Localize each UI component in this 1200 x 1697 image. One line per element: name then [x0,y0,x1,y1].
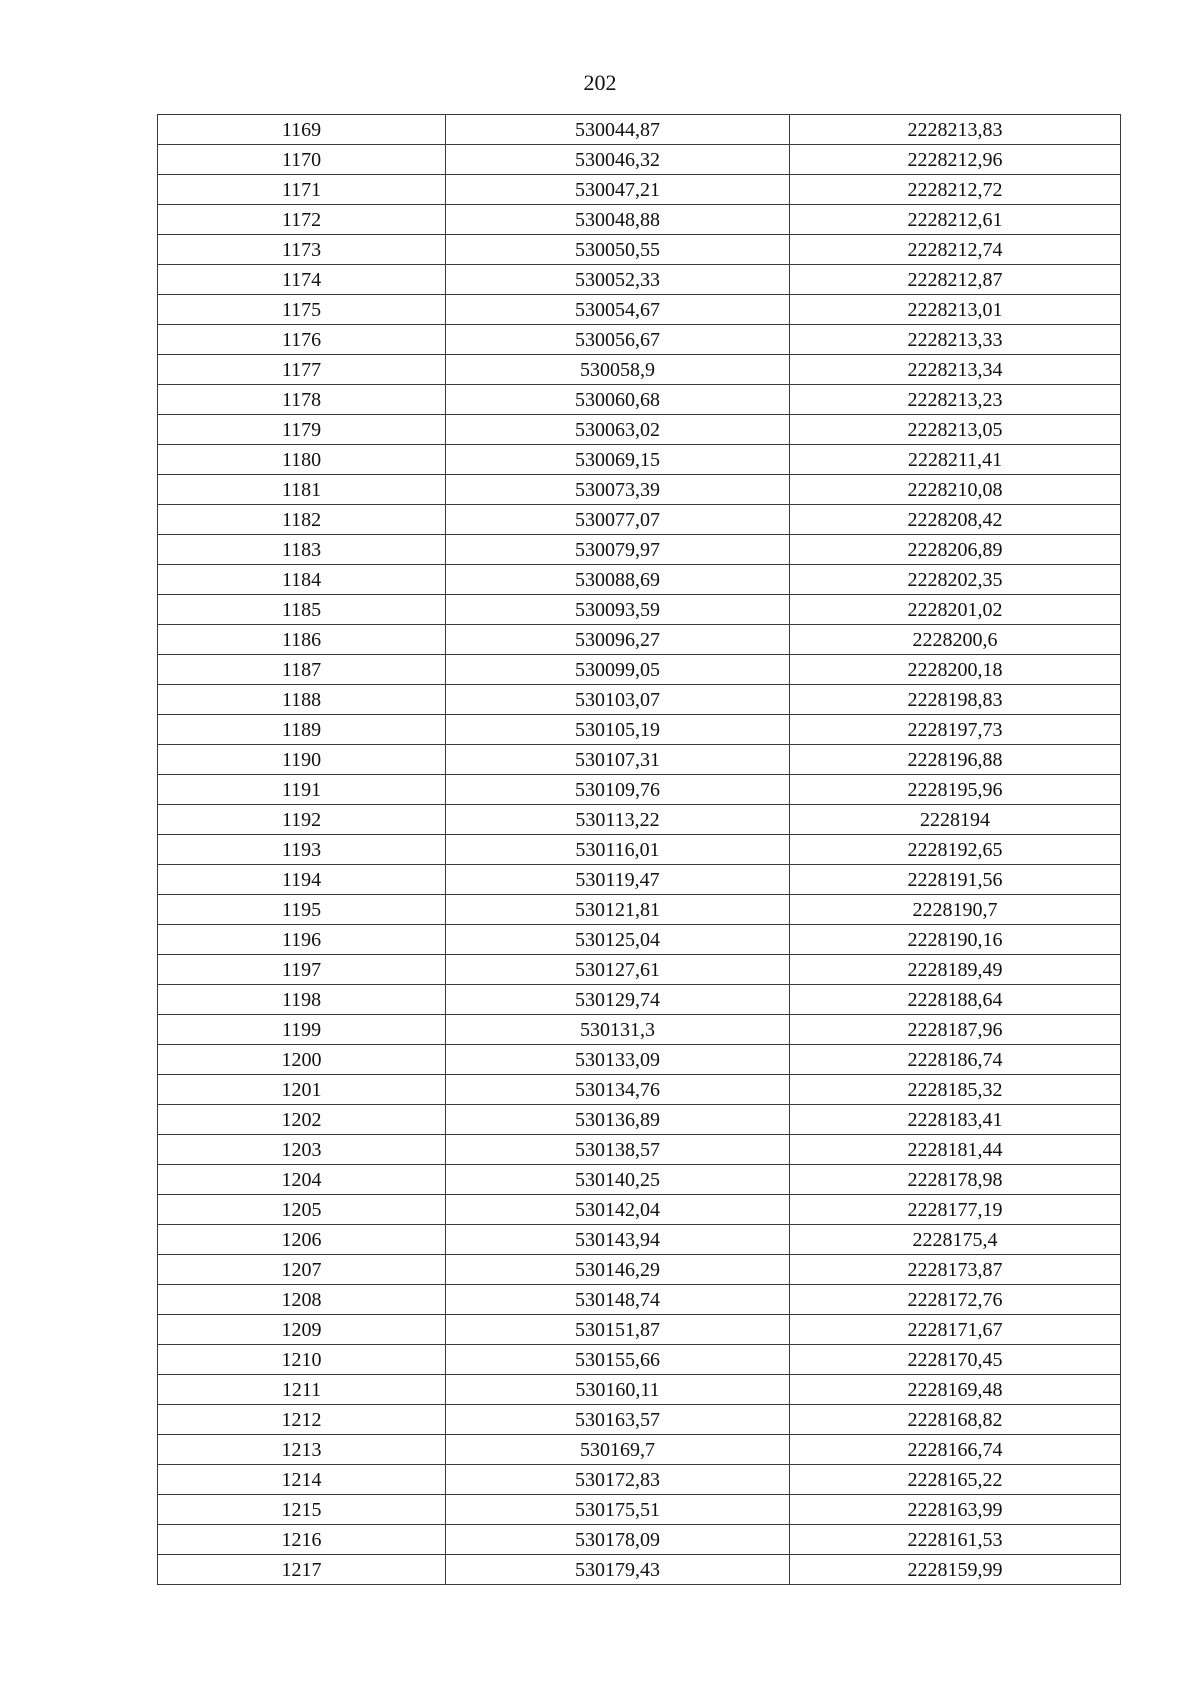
table-row [158,445,1121,475]
x-coordinate-cell: 530107,31 [446,745,790,775]
table-row [158,1195,1121,1225]
x-coordinate-cell: 530079,97 [446,535,790,565]
x-coordinate-cell: 530179,43 [446,1555,790,1585]
point-number-cell: 1209 [158,1315,446,1345]
point-number-cell: 1208 [158,1285,446,1315]
point-number-cell: 1206 [158,1225,446,1255]
x-coordinate-cell: 530088,69 [446,565,790,595]
y-coordinate-cell: 2228189,49 [790,955,1121,985]
point-number-cell: 1172 [158,205,446,235]
page-number: 202 [583,70,617,95]
table-row [158,1255,1121,1285]
point-number-cell: 1184 [158,565,446,595]
table-row [158,265,1121,295]
point-number-cell: 1195 [158,895,446,925]
y-coordinate-cell: 2228178,98 [790,1165,1121,1195]
table-row [158,1555,1121,1585]
x-coordinate-cell: 530093,59 [446,595,790,625]
point-number-cell: 1196 [158,925,446,955]
y-coordinate-cell: 2228161,53 [790,1525,1121,1555]
y-coordinate-cell: 2228212,61 [790,205,1121,235]
y-coordinate-cell: 2228208,42 [790,505,1121,535]
x-coordinate-cell: 530119,47 [446,865,790,895]
point-number-cell: 1210 [158,1345,446,1375]
x-coordinate-cell: 530056,67 [446,325,790,355]
x-coordinate-cell: 530116,01 [446,835,790,865]
y-coordinate-cell: 2228212,74 [790,235,1121,265]
point-number-cell: 1191 [158,775,446,805]
point-number-cell: 1181 [158,475,446,505]
point-number-cell: 1215 [158,1495,446,1525]
x-coordinate-cell: 530142,04 [446,1195,790,1225]
table-row [158,1435,1121,1465]
x-coordinate-cell: 530129,74 [446,985,790,1015]
table-row [158,685,1121,715]
y-coordinate-cell: 2228196,88 [790,745,1121,775]
point-number-cell: 1185 [158,595,446,625]
table-row [158,415,1121,445]
x-coordinate-cell: 530178,09 [446,1525,790,1555]
x-coordinate-cell: 530103,07 [446,685,790,715]
point-number-cell: 1203 [158,1135,446,1165]
table-row [158,925,1121,955]
point-number-cell: 1183 [158,535,446,565]
x-coordinate-cell: 530175,51 [446,1495,790,1525]
point-number-cell: 1197 [158,955,446,985]
point-number-cell: 1170 [158,145,446,175]
table-row [158,1285,1121,1315]
point-number-cell: 1198 [158,985,446,1015]
y-coordinate-cell: 2228191,56 [790,865,1121,895]
table-row [158,1525,1121,1555]
coordinates-table-body [158,115,1121,1585]
point-number-cell: 1201 [158,1075,446,1105]
x-coordinate-cell: 530054,67 [446,295,790,325]
table-row [158,1345,1121,1375]
x-coordinate-cell: 530160,11 [446,1375,790,1405]
point-number-cell: 1193 [158,835,446,865]
y-coordinate-cell: 2228212,87 [790,265,1121,295]
table-row [158,1405,1121,1435]
point-number-cell: 1202 [158,1105,446,1135]
table-row [158,805,1121,835]
table-row [158,145,1121,175]
point-number-cell: 1176 [158,325,446,355]
table-row [158,205,1121,235]
point-number-cell: 1188 [158,685,446,715]
table-row [158,1105,1121,1135]
x-coordinate-cell: 530140,25 [446,1165,790,1195]
y-coordinate-cell: 2228200,18 [790,655,1121,685]
table-row [158,505,1121,535]
point-number-cell: 1207 [158,1255,446,1285]
x-coordinate-cell: 530073,39 [446,475,790,505]
table-row [158,175,1121,205]
y-coordinate-cell: 2228202,35 [790,565,1121,595]
x-coordinate-cell: 530121,81 [446,895,790,925]
table-row [158,295,1121,325]
y-coordinate-cell: 2228192,65 [790,835,1121,865]
y-coordinate-cell: 2228213,83 [790,115,1121,145]
x-coordinate-cell: 530069,15 [446,445,790,475]
point-number-cell: 1217 [158,1555,446,1585]
x-coordinate-cell: 530143,94 [446,1225,790,1255]
table-row [158,715,1121,745]
table-row [158,1015,1121,1045]
x-coordinate-cell: 530099,05 [446,655,790,685]
point-number-cell: 1194 [158,865,446,895]
x-coordinate-cell: 530125,04 [446,925,790,955]
x-coordinate-cell: 530047,21 [446,175,790,205]
y-coordinate-cell: 2228172,76 [790,1285,1121,1315]
table-row [158,1495,1121,1525]
y-coordinate-cell: 2228198,83 [790,685,1121,715]
y-coordinate-cell: 2228165,22 [790,1465,1121,1495]
table-row [158,535,1121,565]
x-coordinate-cell: 530148,74 [446,1285,790,1315]
table-row [158,235,1121,265]
x-coordinate-cell: 530172,83 [446,1465,790,1495]
point-number-cell: 1175 [158,295,446,325]
x-coordinate-cell: 530048,88 [446,205,790,235]
y-coordinate-cell: 2228197,73 [790,715,1121,745]
point-number-cell: 1171 [158,175,446,205]
table-row [158,1225,1121,1255]
y-coordinate-cell: 2228200,6 [790,625,1121,655]
table-row [158,325,1121,355]
y-coordinate-cell: 2228194 [790,805,1121,835]
y-coordinate-cell: 2228213,33 [790,325,1121,355]
table-row [158,1375,1121,1405]
point-number-cell: 1216 [158,1525,446,1555]
x-coordinate-cell: 530060,68 [446,385,790,415]
y-coordinate-cell: 2228168,82 [790,1405,1121,1435]
table-row [158,475,1121,505]
x-coordinate-cell: 530136,89 [446,1105,790,1135]
y-coordinate-cell: 2228169,48 [790,1375,1121,1405]
table-row [158,1465,1121,1495]
table-row [158,655,1121,685]
table-row [158,385,1121,415]
point-number-cell: 1214 [158,1465,446,1495]
y-coordinate-cell: 2228213,23 [790,385,1121,415]
point-number-cell: 1204 [158,1165,446,1195]
point-number-cell: 1180 [158,445,446,475]
table-row [158,775,1121,805]
y-coordinate-cell: 2228171,67 [790,1315,1121,1345]
y-coordinate-cell: 2228213,05 [790,415,1121,445]
x-coordinate-cell: 530058,9 [446,355,790,385]
point-number-cell: 1173 [158,235,446,265]
table-row [158,985,1121,1015]
y-coordinate-cell: 2228212,96 [790,145,1121,175]
table-row [158,595,1121,625]
table-row [158,355,1121,385]
x-coordinate-cell: 530096,27 [446,625,790,655]
x-coordinate-cell: 530046,32 [446,145,790,175]
y-coordinate-cell: 2228187,96 [790,1015,1121,1045]
table-row [158,1315,1121,1345]
y-coordinate-cell: 2228210,08 [790,475,1121,505]
table-row [158,1045,1121,1075]
point-number-cell: 1192 [158,805,446,835]
y-coordinate-cell: 2228213,34 [790,355,1121,385]
point-number-cell: 1190 [158,745,446,775]
y-coordinate-cell: 2228185,32 [790,1075,1121,1105]
y-coordinate-cell: 2228183,41 [790,1105,1121,1135]
y-coordinate-cell: 2228173,87 [790,1255,1121,1285]
x-coordinate-cell: 530105,19 [446,715,790,745]
y-coordinate-cell: 2228206,89 [790,535,1121,565]
y-coordinate-cell: 2228195,96 [790,775,1121,805]
y-coordinate-cell: 2228212,72 [790,175,1121,205]
x-coordinate-cell: 530163,57 [446,1405,790,1435]
point-number-cell: 1169 [158,115,446,145]
point-number-cell: 1179 [158,415,446,445]
point-number-cell: 1205 [158,1195,446,1225]
x-coordinate-cell: 530109,76 [446,775,790,805]
point-number-cell: 1177 [158,355,446,385]
table-row [158,1075,1121,1105]
point-number-cell: 1186 [158,625,446,655]
table-row [158,835,1121,865]
point-number-cell: 1189 [158,715,446,745]
table-row [158,865,1121,895]
y-coordinate-cell: 2228181,44 [790,1135,1121,1165]
point-number-cell: 1187 [158,655,446,685]
table-row [158,955,1121,985]
x-coordinate-cell: 530151,87 [446,1315,790,1345]
coordinates-table [157,114,1121,1585]
table-row [158,745,1121,775]
x-coordinate-cell: 530063,02 [446,415,790,445]
y-coordinate-cell: 2228188,64 [790,985,1121,1015]
y-coordinate-cell: 2228170,45 [790,1345,1121,1375]
table-row [158,565,1121,595]
point-number-cell: 1174 [158,265,446,295]
point-number-cell: 1211 [158,1375,446,1405]
y-coordinate-cell: 2228177,19 [790,1195,1121,1225]
x-coordinate-cell: 530113,22 [446,805,790,835]
x-coordinate-cell: 530169,7 [446,1435,790,1465]
x-coordinate-cell: 530127,61 [446,955,790,985]
y-coordinate-cell: 2228213,01 [790,295,1121,325]
x-coordinate-cell: 530052,33 [446,265,790,295]
table-row [158,895,1121,925]
point-number-cell: 1178 [158,385,446,415]
table-row [158,1165,1121,1195]
table-row [158,1135,1121,1165]
table-row [158,625,1121,655]
point-number-cell: 1200 [158,1045,446,1075]
x-coordinate-cell: 530155,66 [446,1345,790,1375]
y-coordinate-cell: 2228175,4 [790,1225,1121,1255]
x-coordinate-cell: 530146,29 [446,1255,790,1285]
x-coordinate-cell: 530138,57 [446,1135,790,1165]
point-number-cell: 1213 [158,1435,446,1465]
x-coordinate-cell: 530077,07 [446,505,790,535]
x-coordinate-cell: 530050,55 [446,235,790,265]
x-coordinate-cell: 530133,09 [446,1045,790,1075]
y-coordinate-cell: 2228163,99 [790,1495,1121,1525]
point-number-cell: 1199 [158,1015,446,1045]
x-coordinate-cell: 530134,76 [446,1075,790,1105]
y-coordinate-cell: 2228186,74 [790,1045,1121,1075]
y-coordinate-cell: 2228190,16 [790,925,1121,955]
point-number-cell: 1212 [158,1405,446,1435]
point-number-cell: 1182 [158,505,446,535]
y-coordinate-cell: 2228159,99 [790,1555,1121,1585]
y-coordinate-cell: 2228190,7 [790,895,1121,925]
y-coordinate-cell: 2228211,41 [790,445,1121,475]
y-coordinate-cell: 2228201,02 [790,595,1121,625]
y-coordinate-cell: 2228166,74 [790,1435,1121,1465]
x-coordinate-cell: 530131,3 [446,1015,790,1045]
table-row [158,115,1121,145]
x-coordinate-cell: 530044,87 [446,115,790,145]
